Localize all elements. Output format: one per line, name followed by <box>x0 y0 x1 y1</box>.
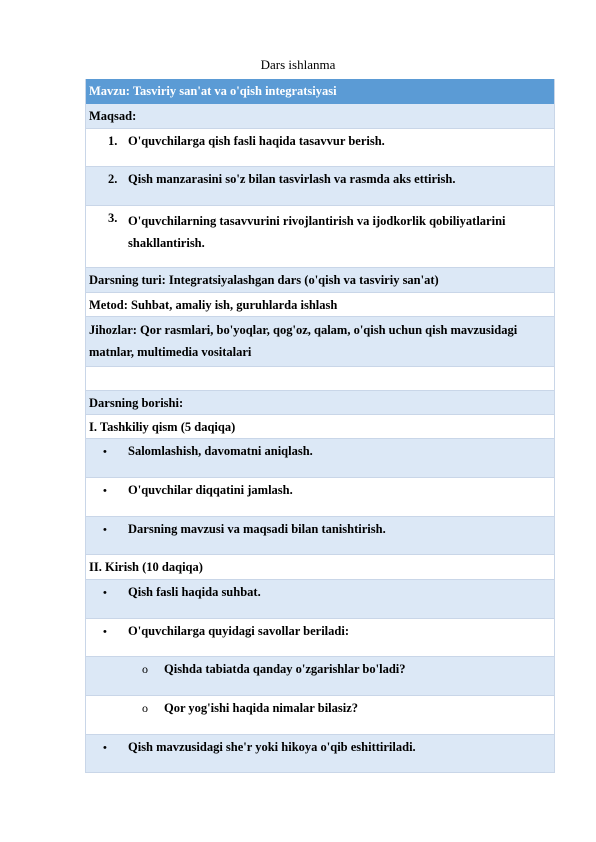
bullet-icon: • <box>103 626 107 638</box>
lesson-type-row <box>86 268 554 293</box>
part1-title: I. Tashkiliy qism (5 daqiqa) <box>89 420 236 434</box>
procedure-label-row <box>86 391 554 415</box>
list-item <box>86 619 554 657</box>
goal-text: Qish manzarasini so'z bilan tasvirlash va rasmda aks ettirish. <box>128 172 456 186</box>
method-row <box>86 293 554 317</box>
lesson-type-text: Darsning turi: Integratsiyalashgan dars (o'qish va tasviriy san'at) <box>89 273 439 287</box>
list-item <box>86 735 554 773</box>
list-item-text: Salomlashish, davomatni aniqlash. <box>128 444 313 458</box>
bullet-icon: • <box>103 485 107 497</box>
goal-text: O'quvchilarga qish fasli haqida tasavvur berish. <box>128 134 385 148</box>
goal-number: 3. <box>108 211 118 225</box>
list-item <box>86 517 554 555</box>
goal-row <box>86 167 554 206</box>
sub-list-item-text: Qishda tabiatda qanday o'zgarishlar bo'ladi? <box>164 662 406 676</box>
procedure-label: Darsning borishi: <box>89 396 184 410</box>
bullet-icon: • <box>103 524 107 536</box>
lesson-plan-table <box>85 79 555 773</box>
list-item-text: Qish fasli haqida suhbat. <box>128 585 261 599</box>
list-item <box>86 439 554 478</box>
sub-list-item <box>86 657 554 696</box>
topic-text: Mavzu: Tasviriy san'at va o'qish integratsiyasi <box>89 84 337 98</box>
list-item-text: O'quvchilarga quyidagi savollar beriladi: <box>128 624 349 638</box>
document-title: Dars ishlanma <box>260 57 336 72</box>
equipment-row <box>86 317 554 367</box>
empty-row <box>86 367 554 391</box>
goal-row <box>86 206 554 268</box>
list-item-text: Darsning mavzusi va maqsadi bilan tanishtirish. <box>128 522 386 536</box>
list-item <box>86 580 554 619</box>
goal-number: 2. <box>108 172 118 186</box>
list-item-text: O'quvchilar diqqatini jamlash. <box>128 483 293 497</box>
goal-number: 1. <box>108 134 118 148</box>
equipment-text: Jihozlar: Qor rasmlari, bo'yoqlar, qog'oz, qalam, o'qish uchun qish mavzusidagi matnlar, multimedia vositalari <box>89 323 518 359</box>
circle-bullet-icon: o <box>142 701 148 715</box>
method-text: Metod: Suhbat, amaliy ish, guruhlarda ishlash <box>89 298 338 312</box>
part2-title: II. Kirish (10 daqiqa) <box>89 560 203 574</box>
sub-list-item <box>86 696 554 735</box>
topic-row <box>86 79 554 104</box>
sub-list-item-text: Qor yog'ishi haqida nimalar bilasiz? <box>164 701 359 715</box>
part2-title-row <box>86 555 554 580</box>
bullet-icon: • <box>103 742 107 754</box>
goal-label: Maqsad: <box>89 109 137 123</box>
bullet-icon: • <box>103 446 107 458</box>
goal-row <box>86 129 554 167</box>
circle-bullet-icon: o <box>142 662 148 676</box>
list-item <box>86 478 554 517</box>
goal-text: O'quvchilarning tasavvurini rivojlantirish va ijodkorlik qobiliyatlarini shakllantirish. <box>128 214 506 250</box>
bullet-icon: • <box>103 587 107 599</box>
goal-label-row <box>86 104 554 129</box>
part1-title-row <box>86 415 554 439</box>
list-item-text: Qish mavzusidagi she'r yoki hikoya o'qib eshittiriladi. <box>128 740 416 754</box>
